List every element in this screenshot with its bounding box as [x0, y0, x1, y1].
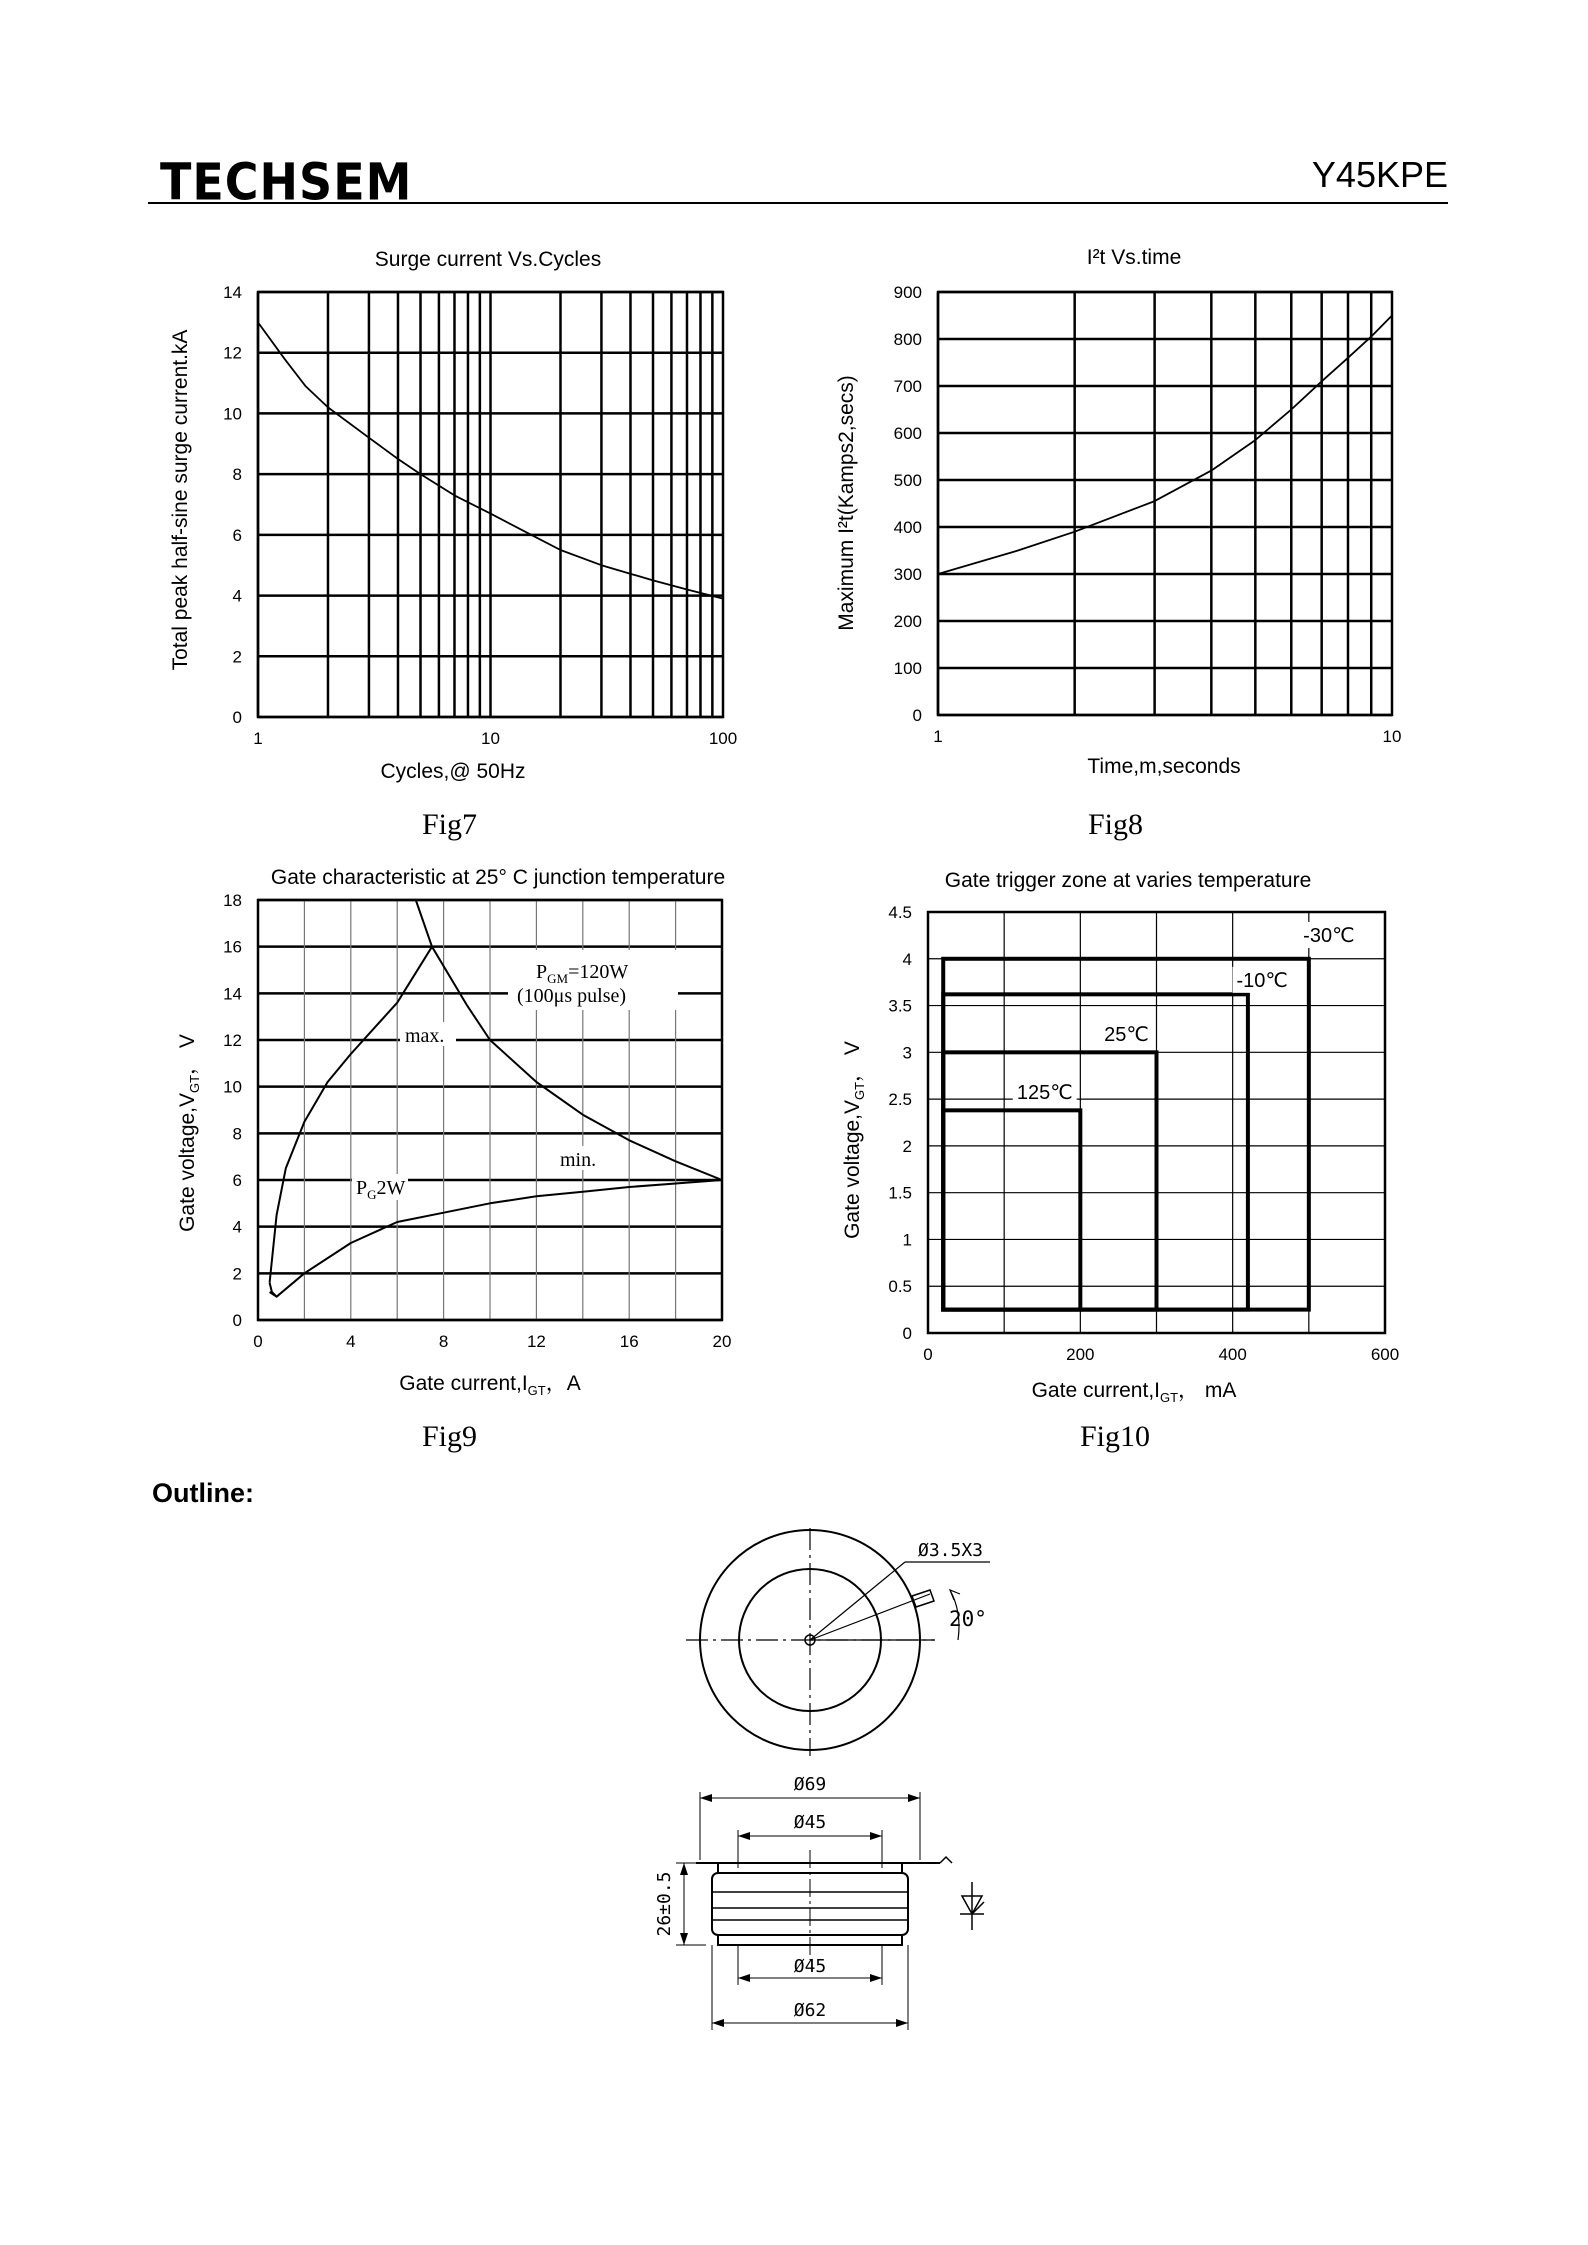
y-tick-label: 0 — [902, 1324, 912, 1343]
y-tick-label: 14 — [223, 984, 242, 1004]
zone-rect — [943, 959, 1309, 1310]
y-tick-label: 4 — [232, 1217, 242, 1237]
y-tick-label: 2 — [902, 1136, 912, 1156]
x-tick-label: 600 — [1370, 1345, 1400, 1364]
outline-drawing — [654, 1528, 990, 2030]
y-tick-label: 0 — [232, 1311, 242, 1330]
part-number: Y45KPE — [1311, 154, 1448, 195]
fig9-caption: Fig9 — [422, 1420, 478, 1453]
x-tick-label: 400 — [1218, 1345, 1247, 1364]
series-line — [270, 1180, 722, 1297]
zone-label: -10℃ — [1236, 969, 1288, 992]
x-tick-label: 10 — [1382, 727, 1402, 746]
y-tick-label: 0.5 — [888, 1277, 912, 1297]
y-tick-label: 16 — [223, 937, 242, 957]
x-tick-label: 12 — [526, 1332, 546, 1351]
x-tick-label: 20 — [712, 1332, 732, 1351]
y-tick-label: 2.5 — [888, 1090, 912, 1110]
fig7-ylabel: Total peak half-sine surge current.kA — [169, 329, 192, 671]
y-tick-label: 700 — [893, 377, 922, 396]
y-tick-label: 12 — [223, 1031, 242, 1050]
plot-frame — [938, 292, 1392, 715]
thyristor-symbol-icon — [960, 1882, 984, 1930]
y-tick-label: 6 — [232, 525, 242, 545]
y-tick-label: 500 — [893, 471, 922, 490]
y-tick-label: 8 — [232, 1124, 242, 1144]
zone-label: 25℃ — [1104, 1024, 1149, 1047]
fig10-ylabel: Gate $voltage,V_{GT}$， V — [841, 1041, 867, 1239]
y-tick-label: 300 — [893, 565, 922, 584]
y-tick-label: 4 — [902, 949, 912, 969]
x-tick-label: 100 — [708, 729, 738, 748]
y-tick-label: 400 — [893, 518, 922, 537]
fig7-xlabel: Cycles,@ 50Hz — [380, 760, 526, 783]
y-tick-label: 4.5 — [888, 903, 912, 922]
y-tick-label: 1.5 — [888, 1183, 912, 1203]
fig8-xlabel: Time,m,seconds — [1087, 755, 1241, 778]
fig10-xlabel: Gate $current,I_{GT}$， mA — [1031, 1379, 1237, 1405]
fig9-chart — [176, 866, 731, 1398]
y-tick-label: 100 — [893, 659, 922, 678]
outline-dim-d69: Ø69 — [793, 1774, 827, 1795]
y-tick-label: 600 — [893, 424, 922, 443]
fig9-pg-label: $P_G2W$ — [356, 1177, 406, 1202]
y-tick-label: 3.5 — [888, 996, 912, 1016]
fig8-caption: Fig8 — [1088, 808, 1144, 841]
y-tick-label: 14 — [223, 283, 242, 302]
fig9-pgm-label: $P_{GM}=120W$ — [536, 961, 629, 986]
y-tick-label: 2 — [232, 647, 242, 667]
x-tick-label: 16 — [619, 1332, 639, 1351]
outline-top-view — [686, 1528, 990, 1756]
fig9-pulse-label: (100μs pulse) — [517, 985, 627, 1007]
outline-heading: Outline: — [152, 1478, 254, 1508]
fig8-title: I²t Vs.time — [1086, 246, 1182, 269]
y-tick-label: 3 — [902, 1043, 912, 1063]
y-tick-label: 0 — [912, 706, 922, 725]
x-tick-label: 10 — [481, 729, 500, 748]
y-tick-label: 6 — [232, 1171, 242, 1190]
fig9-xlabel: Gate $current,I_{GT}$，A — [399, 1372, 581, 1398]
outline-dim-d45-bottom: Ø45 — [793, 1956, 827, 1977]
x-tick-label: 8 — [438, 1332, 449, 1351]
fig9-min-label: min. — [560, 1149, 597, 1171]
x-tick-label: 1 — [933, 727, 943, 746]
y-tick-label: 1 — [902, 1230, 912, 1250]
fig9-title: Gate characteristic at 25° C junction temperature — [270, 866, 726, 889]
fig8-chart — [835, 246, 1401, 778]
zone-label: -30℃ — [1303, 924, 1355, 947]
y-tick-label: 4 — [232, 586, 242, 606]
outline-dim-hole: Ø3.5X3 — [918, 1540, 984, 1561]
fig10-title: Gate trigger zone at varies temperature — [944, 869, 1312, 892]
outline-dim-angle: 20° — [949, 1607, 987, 1631]
fig7-caption: Fig7 — [422, 808, 478, 841]
brand-logo: TECHSEM — [160, 152, 413, 212]
y-tick-label: 18 — [223, 891, 242, 910]
y-tick-label: 800 — [893, 330, 922, 349]
fig9-max-label: max. — [405, 1025, 445, 1047]
y-tick-label: 8 — [232, 465, 242, 485]
outline-dim-d45-top: Ø45 — [793, 1812, 827, 1833]
fig7-chart — [169, 248, 737, 783]
fig9-ylabel: Gate $voltage,V_{GT}$， V — [176, 1034, 202, 1232]
fig8-ylabel: Maximum I²t(Kamps2,secs) — [835, 375, 858, 631]
outline-dim-height: 26±0.5 — [654, 1871, 675, 1937]
y-tick-label: 10 — [223, 1077, 242, 1097]
x-tick-label: 200 — [1066, 1345, 1095, 1364]
y-tick-label: 10 — [223, 404, 242, 424]
zone-rect — [943, 1110, 1080, 1309]
fig7-title: Surge current Vs.Cycles — [374, 248, 602, 271]
y-tick-label: 2 — [232, 1264, 242, 1284]
x-tick-label: 1 — [253, 729, 263, 748]
fig10-chart — [841, 869, 1399, 1405]
x-tick-label: 0 — [253, 1332, 263, 1351]
x-tick-label: 4 — [346, 1332, 356, 1351]
series-line — [938, 316, 1392, 575]
outline-dim-d62: Ø62 — [793, 2000, 827, 2021]
zone-label: 125℃ — [1016, 1082, 1073, 1105]
y-tick-label: 200 — [893, 612, 922, 631]
y-tick-label: 12 — [223, 343, 242, 363]
y-tick-label: 900 — [893, 283, 922, 302]
x-tick-label: 0 — [923, 1345, 933, 1364]
series-line — [270, 1283, 277, 1297]
y-tick-label: 0 — [232, 708, 242, 727]
fig10-caption: Fig10 — [1080, 1420, 1151, 1453]
